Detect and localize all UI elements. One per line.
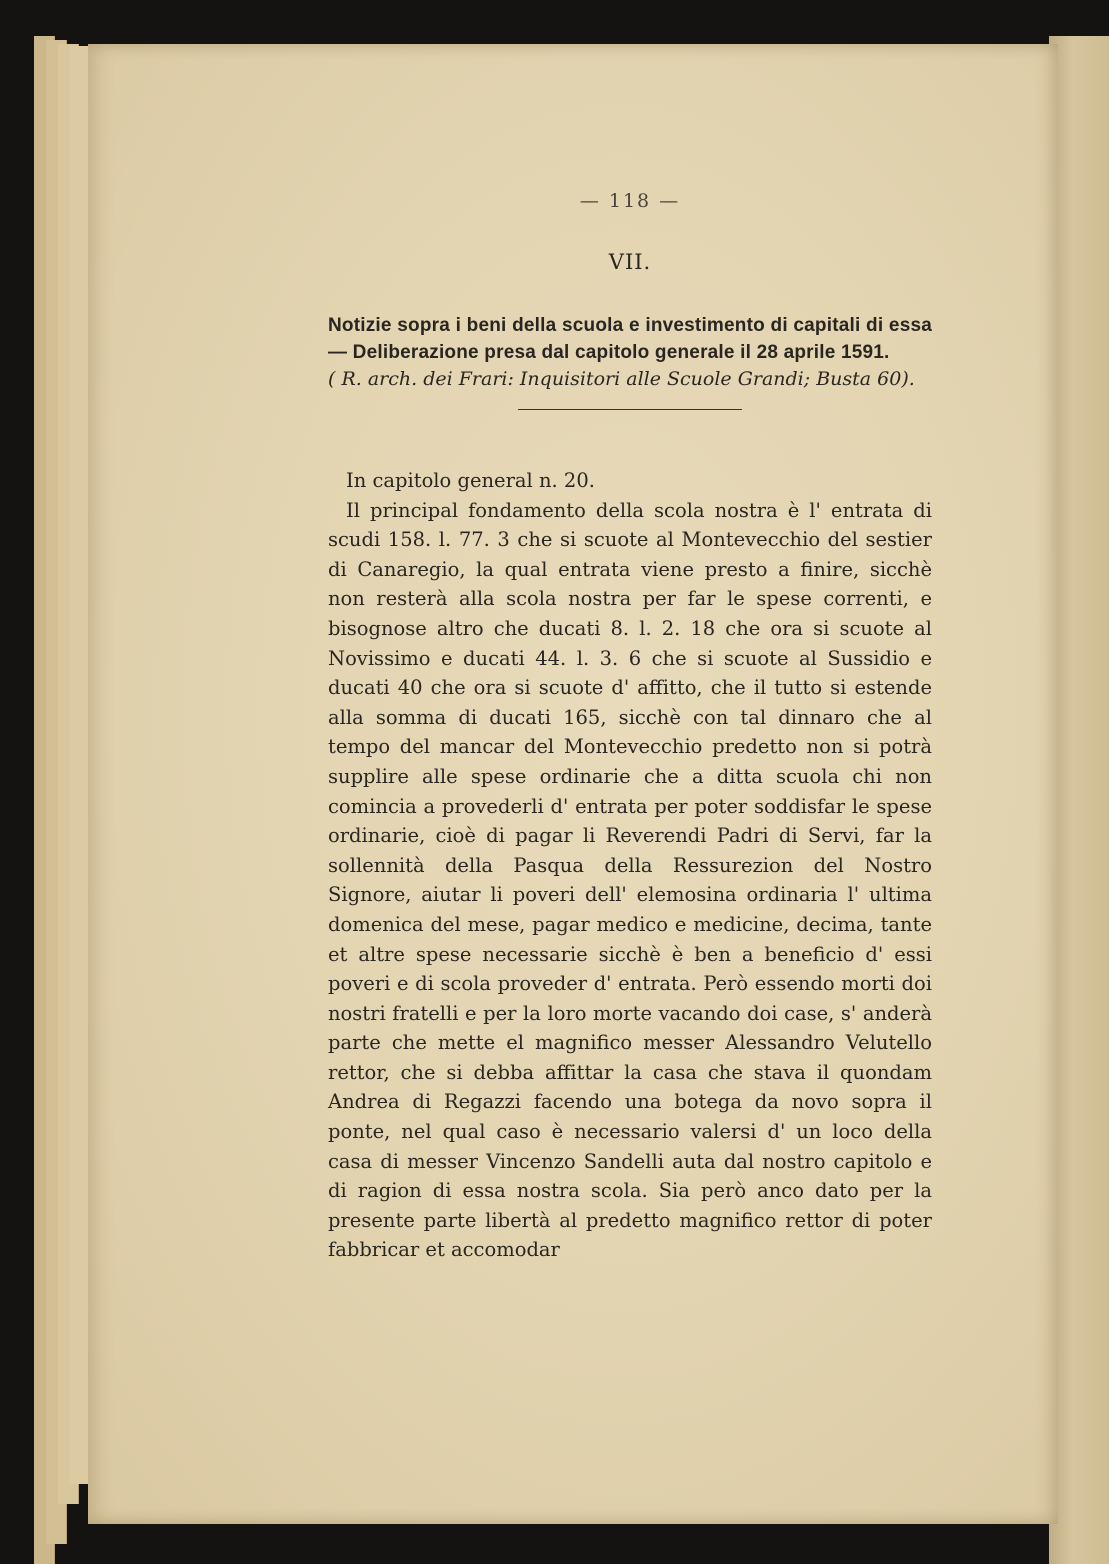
page-number: — 118 — [579, 190, 681, 212]
section-heading: Notizie sopra i beni della scuola e investimento di capitali di essa — Deliberazione presa dal capitolo generale il 28 aprile 1591. [328, 315, 932, 363]
body-paragraph: In capitolo general n. 20. [346, 469, 595, 492]
divider-rule [518, 409, 742, 410]
page-content [328, 190, 932, 1265]
body-paragraph: Il principal fondamento della scola nostra è l' entrata di scudi 158. l. 77. 3 che si scuote al Montevecchio del sestier di Canaregio, la qual entrata viene presto a finire, sicchè non resterà alla scola nostra per far le spese correnti, e bisognose altro che ducati 8. l. 2. 18 che ora si scuote al Novissimo e ducati 44. l. 3. 6 che si scuote al Sussidio e ducati 40 che ora si scuote d' affitto, che il tutto si estende alla somma di ducati 165, sicchè con tal dinnaro che al tempo del mancar del Montevecchio predetto non si potrà supplire alle spese ordinarie che a ditta scuola chi non comincia a provederli d' entrata per poter soddisfar le spese ordinarie, cioè di pagar li Reverendi Padri di Servi, far la sollennità della Pasqua della Ressurezion del Nostro Signore, aiutar li poveri dell' elemosina ordinaria l' ultima domenica del mese, pagar medico e medicine, decima, tante et altre spese necessarie sicchè è ben a beneficio d' essi poveri e di scola proveder d' entrata. Però essendo morti doi nostri fratelli e per la loro morte vacando doi case, s' anderà parte che mette el magnifico messer Alessandro Velutello rettor, che si debba affittar la casa che stava il quondam Andrea di Regazzi facendo una botega da novo sopra il ponte, nel qual caso è necessario valersi d' un loco della casa di messer Vincenzo Sandelli auta dal nostro capitolo e di ragion di essa nostra scola. Sia però anco dato per la presente parte libertà al predetto magnifico rettor di poter fabbricar et accomodar [328, 498, 932, 1262]
book-page [88, 44, 1058, 1524]
section-number: VII. [608, 250, 652, 274]
next-page-edge [1049, 36, 1109, 1564]
archive-source: ( R. arch. dei Frari: Inquisitori alle Scuole Grandi; Busta 60). [328, 368, 915, 390]
